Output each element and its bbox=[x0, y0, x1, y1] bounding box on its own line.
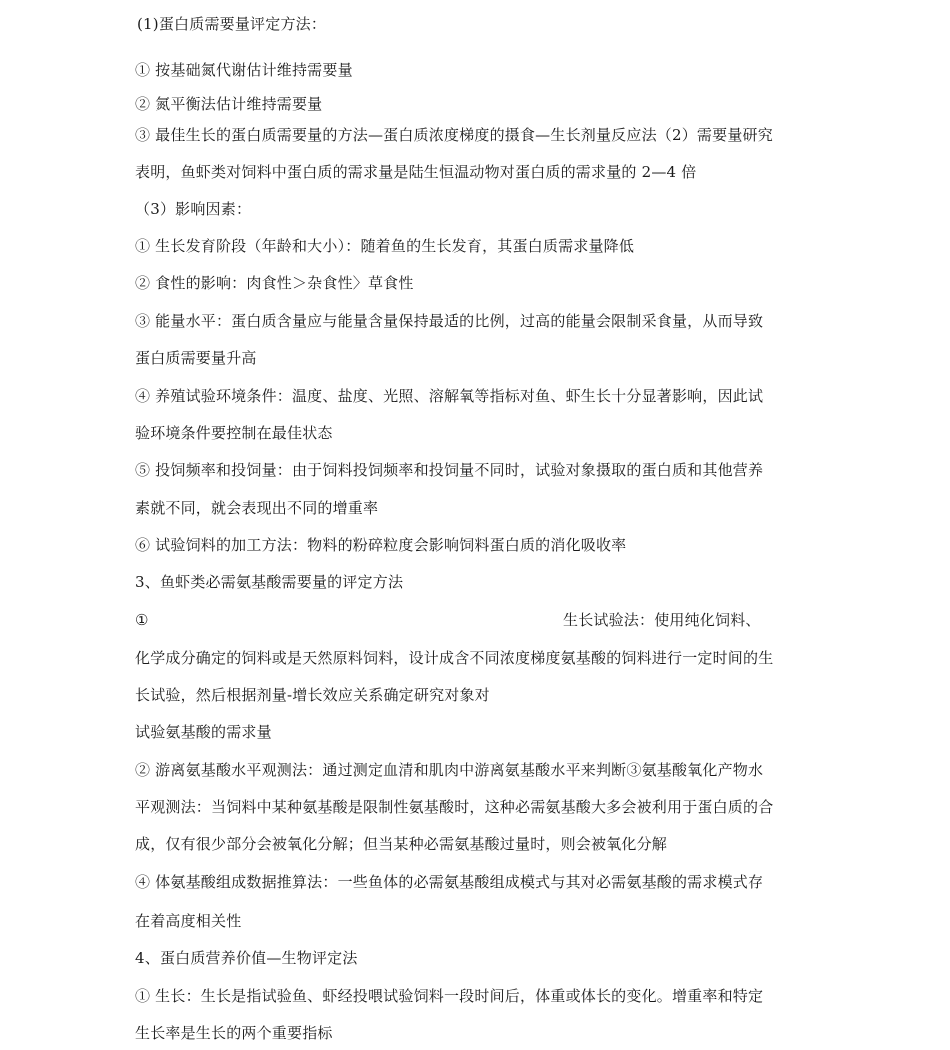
text-line: 试验氨基酸的需求量 bbox=[135, 723, 272, 741]
text-line: 验环境条件要控制在最佳状态 bbox=[135, 424, 333, 442]
text-line: ① 生长发育阶段（年龄和大小）：随着鱼的生长发育，其蛋白质需求量降低 bbox=[135, 237, 635, 255]
text-line: ② 氮平衡法估计维持需要量 bbox=[135, 95, 323, 113]
section-heading: 3、鱼虾类必需氨基酸需要量的评定方法 bbox=[135, 573, 404, 591]
text-line: ① bbox=[135, 611, 149, 629]
text-line: ④ 体氨基酸组成数据推算法：一些鱼体的必需氨基酸组成模式与其对必需氨基酸的需求模式存 bbox=[135, 873, 764, 891]
text-line: 化学成分确定的饲料或是天然原料饲料，设计成含不同浓度梯度氨基酸的饲料进行一定时间的生 bbox=[135, 649, 774, 667]
text-line: ① 生长：生长是指试验鱼、虾经投喂试验饲料一段时间后，体重或体长的变化。增重率和特定 bbox=[135, 987, 764, 1005]
text-line: ③ 最佳生长的蛋白质需要量的方法—蛋白质浓度梯度的摄食—生长剂量反应法（2）需要量研究 bbox=[135, 126, 773, 144]
text-line: 长试验，然后根据剂量-增长效应关系确定研究对象对 bbox=[135, 686, 490, 704]
text-line: ② 食性的影响：肉食性＞杂食性〉草食性 bbox=[135, 274, 414, 292]
text-line: 表明，鱼虾类对饲料中蛋白质的需求量是陆生恒温动物对蛋白质的需求量的 2—4 倍 bbox=[135, 163, 697, 181]
text-line: ⑥ 试验饲料的加工方法：物料的粉碎粒度会影响饲料蛋白质的消化吸收率 bbox=[135, 536, 627, 554]
text-line: 在着高度相关性 bbox=[135, 912, 242, 930]
text-line: ① 按基础氮代谢估计维持需要量 bbox=[135, 61, 353, 79]
text-line: (1)蛋白质需要量评定方法： bbox=[137, 15, 327, 33]
text-line: 平观测法：当饲料中某种氨基酸是限制性氨基酸时，这种必需氨基酸大多会被利用于蛋白质的合 bbox=[135, 798, 774, 816]
section-heading: 4、蛋白质营养价值—生物评定法 bbox=[135, 949, 358, 967]
text-line: ② 游离氨基酸水平观测法：通过测定血清和肌肉中游离氨基酸水平来判断③氨基酸氧化产物水 bbox=[135, 761, 764, 779]
text-line: 蛋白质需要量升高 bbox=[135, 349, 257, 367]
text-line: （3）影响因素： bbox=[135, 200, 252, 218]
text-line: ③ 能量水平：蛋白质含量应与能量含量保持最适的比例，过高的能量会限制采食量，从而导致 bbox=[135, 312, 764, 330]
text-line: 成，仅有很少部分会被氧化分解；但当某种必需氨基酸过量时，则会被氧化分解 bbox=[135, 835, 668, 853]
text-line: 素就不同，就会表现出不同的增重率 bbox=[135, 499, 379, 517]
text-line: ⑤ 投饲频率和投饲量：由于饲料投饲频率和投饲量不同时，试验对象摄取的蛋白质和其他营养 bbox=[135, 461, 764, 479]
text-line: ④ 养殖试验环境条件：温度、盐度、光照、溶解氧等指标对鱼、虾生长十分显著影响，因此试 bbox=[135, 387, 764, 405]
text-line: 生长试验法：使用纯化饲料、 bbox=[563, 611, 761, 629]
text-line: 生长率是生长的两个重要指标 bbox=[135, 1024, 333, 1042]
